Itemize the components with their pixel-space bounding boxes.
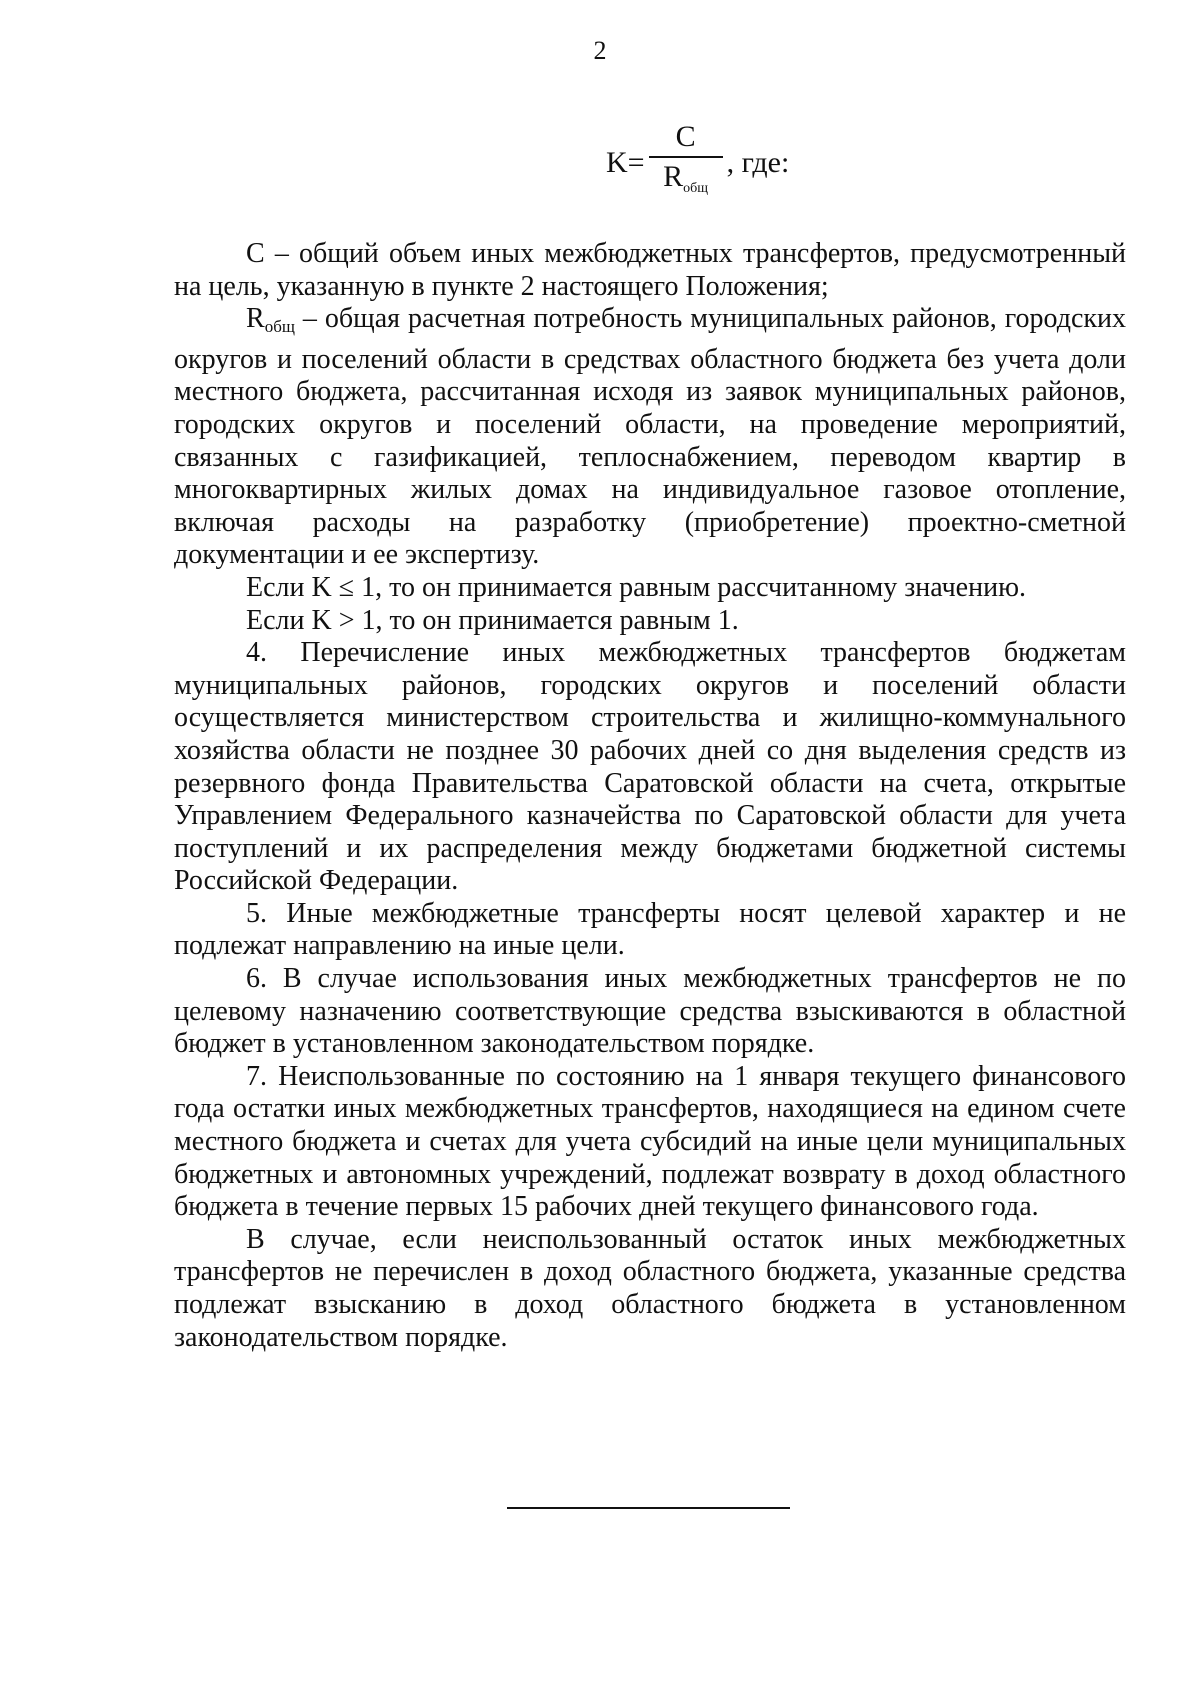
formula-lhs: K= bbox=[606, 146, 645, 179]
item-5: 5. Иные межбюджетные трансферты носят целевой характер и не подлежат направлению на иные цели. bbox=[174, 897, 1126, 962]
denominator-subscript: общ bbox=[683, 181, 709, 196]
r-subscript: общ bbox=[264, 317, 295, 337]
formula-fraction bbox=[649, 120, 723, 206]
k-gt-1-rule: Если K > 1, то он принимается равным 1. bbox=[246, 604, 739, 636]
formula-denominator bbox=[663, 158, 708, 206]
item-6: 6. В случае использования иных межбюджетных трансфертов не по целевому назначению соответствующие средства взыскиваются в областной бюджет в установленном законодательством порядке. bbox=[174, 963, 1126, 1060]
item-7: 7. Неиспользованные по состоянию на 1 января текущего финансового года остатки иных межбюджетных трансфертов, находящиеся на едином счете местного бюджета и счетах для учета субсидий на иные цели муниципальных бюджетных и автономных учреждений, подлежат возврату в доход областного бюджета в течение первых 15 рабочих дней текущего финансового года. bbox=[174, 1060, 1126, 1223]
item-4: 4. Перечисление иных межбюджетных трансфертов бюджетам муниципальных районов, городских округов и поселений области осуществляется министерством строительства и жилищно-коммунального хозяйства области не позднее 30 рабочих дней со дня выделения средств из резервного фонда Правительства Саратовской области на счета, открытые Управлением Федерального казначейства по Саратовской области для учета поступлений и их распределения между бюджетами бюджетной системы Российской Федерации. bbox=[174, 637, 1126, 897]
formula-suffix: , где: bbox=[726, 146, 790, 179]
c-definition: С – общий объем иных межбюджетных трансфертов, предусмотренный на цель, указанную в пункте 2 настоящего Положения; bbox=[174, 238, 1126, 302]
k-le-1-rule: Если K ≤ 1, то он принимается равным рассчитанному значению. bbox=[246, 571, 1026, 603]
r-definition bbox=[174, 303, 1126, 572]
r-definition-text: – общая расчетная потребность муниципальных районов, городских округов и поселений области в средствах областного бюджета без учета доли местного бюджета, рассчитанная исходя из заявок муниципальных районов, городских округов и поселений области, на проведение мероприятий, связанных с газификацией, теплоснабжением, переводом квартир в многоквартирных жилых домах на индивидуальное газовое отопление, включая расходы на разработку (приобретение) проектно-сметной документации и ее экспертизу. bbox=[174, 303, 1126, 571]
closing-rule bbox=[507, 1507, 790, 1509]
denominator-base: R bbox=[663, 160, 684, 193]
final-paragraph: В случае, если неиспользованный остаток иных межбюджетных трансфертов не перечислен в доход областного бюджета, указанные средства подлежат взысканию в доход областного бюджета в установленном законодательством порядке. bbox=[174, 1223, 1126, 1353]
page-number: 2 bbox=[593, 36, 607, 65]
coefficient-formula bbox=[606, 118, 789, 208]
document-body bbox=[174, 238, 1126, 1354]
r-symbol: R bbox=[246, 303, 265, 335]
formula-numerator: C bbox=[675, 120, 696, 153]
